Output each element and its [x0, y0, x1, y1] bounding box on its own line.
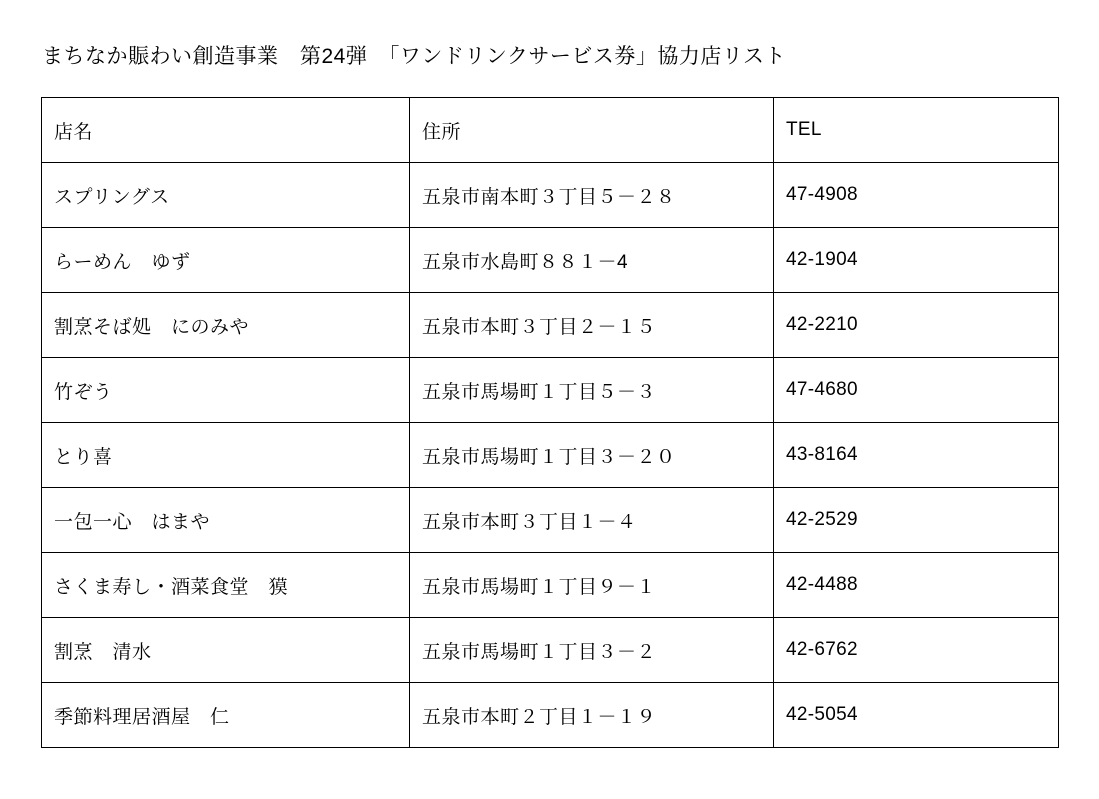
table-body: [42, 163, 1059, 748]
cell-shop-tel: 42-5054: [774, 683, 1059, 748]
table-row: [42, 163, 1059, 228]
table-row: [42, 553, 1059, 618]
table-header: [42, 98, 1059, 163]
cell-shop-address: 五泉市馬場町１丁目３－２: [410, 618, 774, 683]
cell-shop-address: 五泉市南本町３丁目５－２８: [410, 163, 774, 228]
cell-shop-tel: 42-2210: [774, 293, 1059, 358]
table-row: [42, 488, 1059, 553]
cell-shop-name: さくま寿し・酒菜食堂 獏: [42, 553, 410, 618]
shop-list-table: [41, 97, 1059, 748]
cell-shop-name: 竹ぞう: [42, 358, 410, 423]
table-row: [42, 293, 1059, 358]
cell-shop-name: 割烹 清水: [42, 618, 410, 683]
cell-shop-tel: 42-1904: [774, 228, 1059, 293]
cell-shop-tel: 42-2529: [774, 488, 1059, 553]
table-row: [42, 228, 1059, 293]
cell-shop-name: とり喜: [42, 423, 410, 488]
cell-shop-tel: 47-4908: [774, 163, 1059, 228]
column-header-address: 住所: [410, 98, 774, 163]
cell-shop-tel: 42-6762: [774, 618, 1059, 683]
table-row: [42, 358, 1059, 423]
table-row: [42, 618, 1059, 683]
cell-shop-name: 季節料理居酒屋 仁: [42, 683, 410, 748]
page-title: まちなか賑わい創造事業 第24弾 「ワンドリンクサービス券」協力店リスト: [42, 45, 787, 68]
shop-list-table-container: [41, 97, 1058, 748]
column-header-name: 店名: [42, 98, 410, 163]
cell-shop-tel: 43-8164: [774, 423, 1059, 488]
table-row: [42, 683, 1059, 748]
cell-shop-name: 割烹そば処 にのみや: [42, 293, 410, 358]
cell-shop-name: スプリングス: [42, 163, 410, 228]
cell-shop-tel: 47-4680: [774, 358, 1059, 423]
table-row: [42, 423, 1059, 488]
cell-shop-address: 五泉市本町２丁目１－１９: [410, 683, 774, 748]
cell-shop-address: 五泉市水島町８８１－4: [410, 228, 774, 293]
cell-shop-address: 五泉市馬場町１丁目９－１: [410, 553, 774, 618]
cell-shop-address: 五泉市馬場町１丁目５－３: [410, 358, 774, 423]
cell-shop-address: 五泉市本町３丁目１－４: [410, 488, 774, 553]
column-header-tel: TEL: [774, 98, 1059, 163]
cell-shop-address: 五泉市馬場町１丁目３－２０: [410, 423, 774, 488]
table-header-row: [42, 98, 1059, 163]
cell-shop-name: らーめん ゆず: [42, 228, 410, 293]
cell-shop-tel: 42-4488: [774, 553, 1059, 618]
cell-shop-address: 五泉市本町３丁目２－１５: [410, 293, 774, 358]
cell-shop-name: 一包一心 はまや: [42, 488, 410, 553]
